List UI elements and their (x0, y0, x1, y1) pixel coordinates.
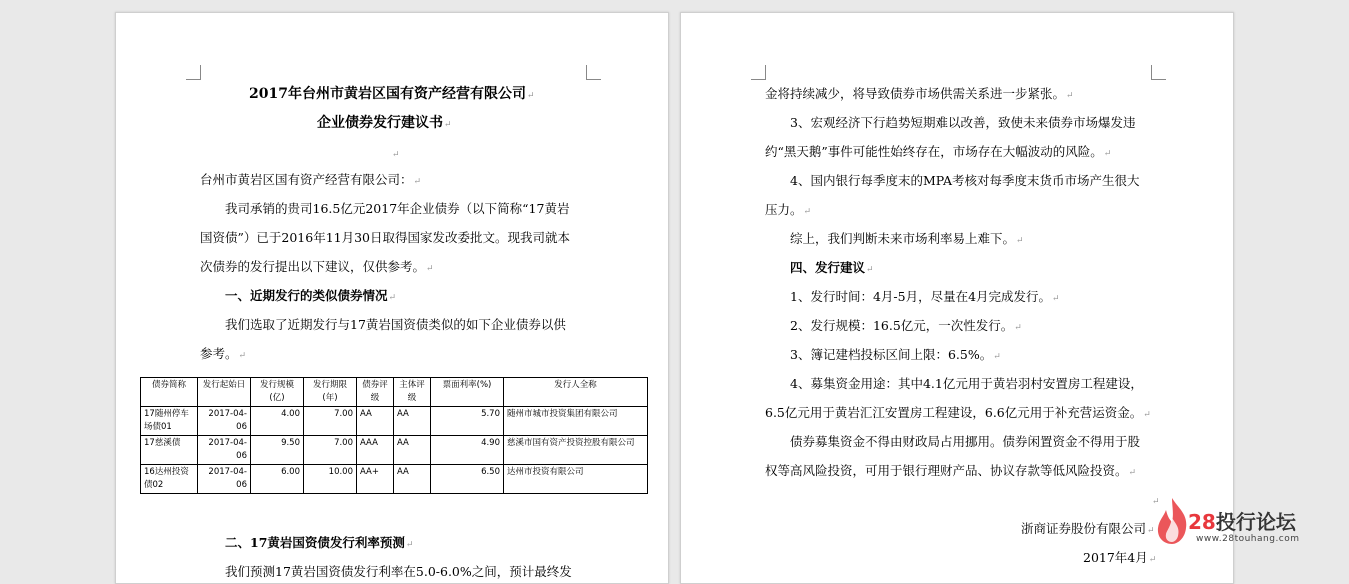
table-cell: 5.70 (431, 407, 504, 436)
margin-corner-mark (751, 65, 766, 80)
margin-corner-mark (586, 65, 601, 80)
document-title-line1: 2017年台州市黄岩区国有资产经营有限公司↵ (249, 86, 535, 102)
bond-comparison-table (140, 377, 648, 494)
table-cell: 4.00 (251, 407, 304, 436)
table-header-row (141, 378, 648, 407)
flame-icon (1152, 496, 1192, 546)
body-text: 参考。↵ (200, 346, 247, 361)
document-page-right (680, 12, 1234, 584)
table-cell: 17慈溪债 (141, 436, 198, 465)
table-cell: 10.00 (304, 465, 357, 494)
watermark-logo (1152, 496, 1342, 550)
table-header-cell: 债券简称 (141, 378, 198, 407)
body-text: 次债券的发行提出以下建议，仅供参考。↵ (200, 259, 434, 274)
signature-company: 浙商证券股份有限公司↵ (1021, 521, 1155, 536)
table-row (141, 407, 648, 436)
table-cell: 6.00 (251, 465, 304, 494)
table-header-cell: 发行人全称 (504, 378, 648, 407)
table-cell: 7.00 (304, 436, 357, 465)
watermark-brand: 28投行论坛 (1188, 510, 1296, 534)
section-heading-2: 二、17黄岩国资债发行利率预测↵ (225, 535, 414, 550)
table-header-cell: 发行起始日 (198, 378, 251, 407)
list-item: 4、募集资金用途：其中4.1亿元用于黄岩羽村安置房工程建设， (790, 376, 1143, 391)
empty-paragraph: ↵ (1152, 497, 1160, 507)
body-text: 综上，我们判断未来市场利率易上难下。↵ (790, 231, 1024, 246)
salutation: 台州市黄岩区国有资产经营有限公司：↵ (200, 172, 422, 187)
body-text: 约“黑天鹅”事件可能性始终存在，市场存在大幅波动的风险。↵ (765, 144, 1112, 159)
body-text: 压力。↵ (765, 202, 812, 217)
table-header-cell: 发行规模(亿) (251, 378, 304, 407)
table-cell: AAA (357, 436, 394, 465)
table-header-cell: 发行期限(年) (304, 378, 357, 407)
table-cell: 7.00 (304, 407, 357, 436)
margin-corner-mark (186, 65, 201, 80)
watermark-url: www.28touhang.com (1196, 534, 1300, 544)
body-text: 国资债”）已于2016年11月30日取得国家发改委批文。现我司就本 (200, 230, 571, 245)
table-cell: 4.90 (431, 436, 504, 465)
body-text: 我们预测17黄岩国资债发行利率在5.0-6.0%之间，预计最终发 (225, 564, 572, 579)
table-cell: 6.50 (431, 465, 504, 494)
table-cell: AA (394, 436, 431, 465)
body-text: 我司承销的贵司16.5亿元2017年企业债券（以下简称“17黄岩 (225, 201, 570, 216)
list-item: 1、发行时间：4月-5月，尽量在4月完成发行。↵ (790, 289, 1060, 304)
table-cell: 9.50 (251, 436, 304, 465)
table-cell: AA (394, 465, 431, 494)
table-header-cell: 票面利率(%) (431, 378, 504, 407)
table-cell: 17随州停车场债01 (141, 407, 198, 436)
table-cell: 2017-04-06 (198, 436, 251, 465)
body-text: 我们选取了近期发行与17黄岩国资债类似的如下企业债券以供 (225, 317, 566, 332)
table-cell: 达州市投资有限公司 (504, 465, 648, 494)
list-item: 6.5亿元用于黄岩汇江安置房工程建设，6.6亿元用于补充营运资金。↵ (765, 405, 1151, 420)
table-cell: AA (357, 407, 394, 436)
table-header-cell: 债券评级 (357, 378, 394, 407)
document-title-line2: 企业债券发行建议书↵ (317, 115, 452, 131)
table-cell: AA (394, 407, 431, 436)
table-cell: 慈溪市国有资产投资控股有限公司 (504, 436, 648, 465)
body-text: 4、国内银行每季度末的MPA考核对每季度末货币市场产生很大 (790, 173, 1140, 188)
table-row (141, 465, 648, 494)
table-cell: AA+ (357, 465, 394, 494)
margin-corner-mark (1151, 65, 1166, 80)
list-item: 2、发行规模：16.5亿元，一次性发行。↵ (790, 318, 1022, 333)
body-text: 3、宏观经济下行趋势短期难以改善，致使未来债券市场爆发违 (790, 115, 1136, 130)
document-page-left (115, 12, 669, 584)
body-text: 债券募集资金不得由财政局占用挪用。债券闲置资金不得用于股 (790, 434, 1141, 449)
section-heading-1: 一、近期发行的类似债券情况↵ (225, 288, 397, 303)
signature-date: 2017年4月↵ (1083, 550, 1157, 565)
table-row (141, 436, 648, 465)
body-text: 金将持续减少，将导致债券市场供需关系进一步紧张。↵ (765, 86, 1074, 101)
table-cell: 2017-04-06 (198, 465, 251, 494)
body-text: 权等高风险投资，可用于银行理财产品、协议存款等低风险投资。↵ (765, 463, 1137, 478)
table-cell: 2017-04-06 (198, 407, 251, 436)
empty-paragraph: ↵ (392, 150, 400, 160)
table-cell: 随州市城市投资集团有限公司 (504, 407, 648, 436)
table-header-cell: 主体评级 (394, 378, 431, 407)
list-item: 3、簿记建档投标区间上限：6.5%。↵ (790, 347, 1001, 362)
section-heading-4: 四、发行建议↵ (790, 260, 874, 275)
table-cell: 16达州投资债02 (141, 465, 198, 494)
